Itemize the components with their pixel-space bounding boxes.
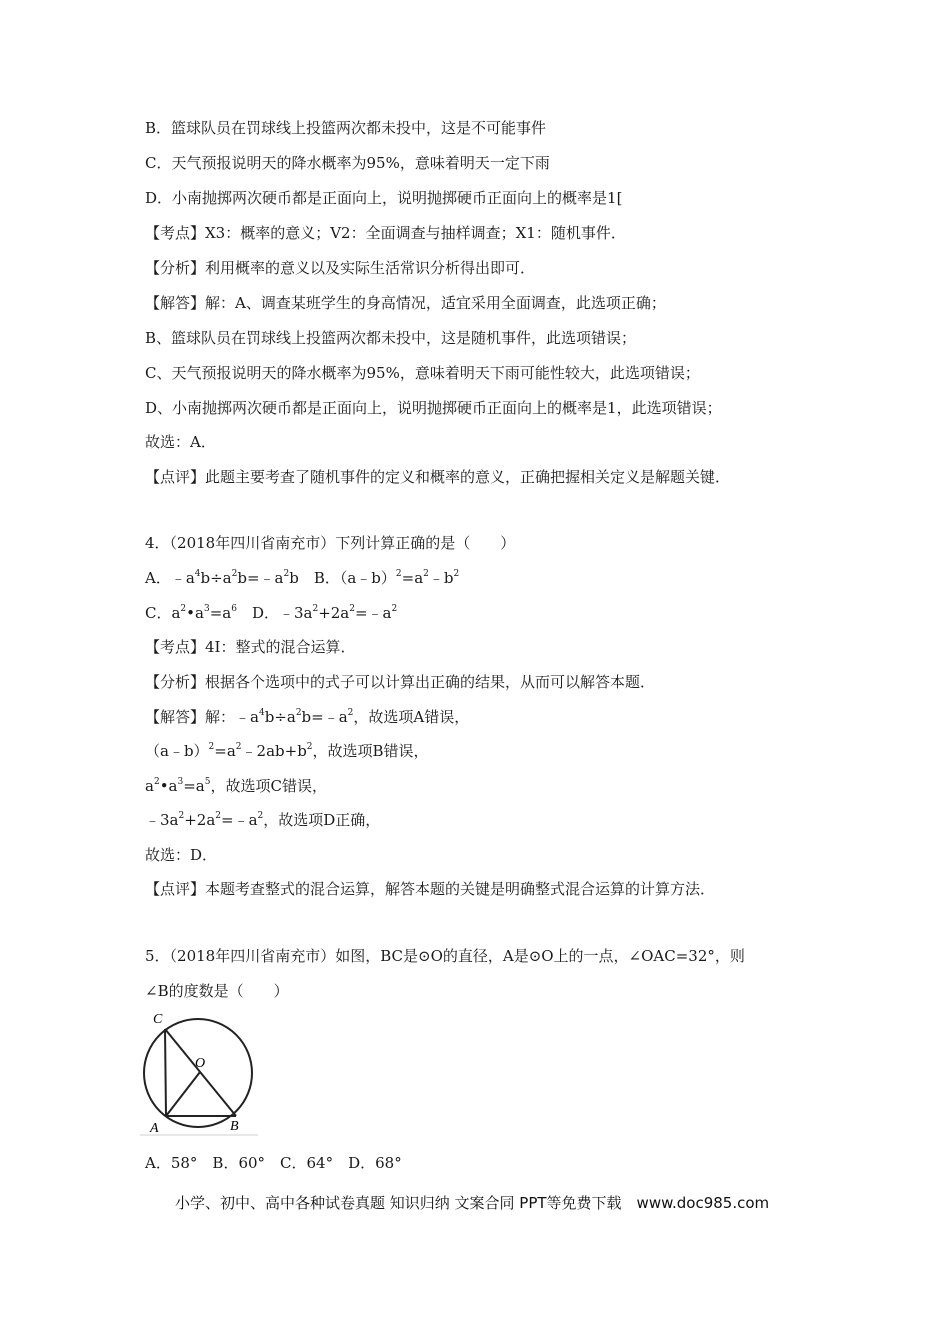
exponent: 2: [295, 708, 302, 718]
exponent: 2: [235, 742, 242, 752]
q3-kaodian: 【考点】X3：概率的意义；V2：全面调查与抽样调查；X1：随机事件．: [145, 224, 626, 242]
text-segment: ﹣b: [428, 569, 454, 587]
q4-fenxi: 【分析】根据各个选项中的式子可以计算出正确的结果，从而可以解答本题．: [145, 673, 656, 691]
exponent: 3: [203, 604, 210, 614]
exponent: 2: [391, 604, 398, 614]
text-segment: b=﹣a: [237, 569, 284, 587]
text-segment: 【解答】解：﹣a: [145, 708, 259, 726]
label-c: C: [153, 1012, 163, 1027]
text-segment: =a: [209, 604, 232, 622]
exponent: 2: [453, 569, 460, 579]
text-segment: a: [145, 777, 154, 795]
text-segment: •a: [159, 777, 178, 795]
text-segment: ，故选项A错误，: [353, 708, 470, 726]
q4-options-ab: [145, 568, 459, 588]
exponent: 2: [347, 708, 354, 718]
exponent: 2: [180, 604, 187, 614]
exponent: 2: [215, 811, 222, 821]
segment-ca: [165, 1029, 166, 1116]
text-segment: •a: [186, 604, 204, 622]
text-segment: =a: [401, 569, 424, 587]
text-segment: ，故选项C错误，: [210, 777, 327, 795]
text-segment: A．﹣a: [145, 569, 195, 587]
exponent: 3: [177, 777, 184, 787]
exponent: 2: [153, 777, 160, 787]
label-b: B: [230, 1119, 239, 1134]
q4-jieda-1: [145, 707, 469, 727]
q4-jieda-4: [145, 810, 380, 830]
text-segment: ﹣3a: [145, 811, 179, 829]
q3-jieda-3: C、天气预报说明天的降水概率为95%，意味着明天下雨可能性较大，此选项错误；: [145, 364, 700, 382]
text-segment: =a: [183, 777, 205, 795]
text-segment: b=﹣a: [301, 708, 348, 726]
q3-option-b: B．篮球队员在罚球线上投篮两次都未投中，这是不可能事件: [145, 119, 547, 137]
q4-jieda-3: [145, 776, 327, 796]
exponent: 2: [306, 742, 313, 752]
q3-dianping: 【点评】此题主要考查了随机事件的定义和概率的意义，正确把握相关定义是解题关键．: [145, 468, 731, 486]
text-segment: ，故选项B错误，: [312, 742, 429, 760]
q3-jieda-1: 【解答】解：A、调查某班学生的身高情况，适宜采用全面调查，此选项正确；: [145, 294, 666, 312]
label-a: A: [150, 1121, 159, 1136]
q4-dianping: 【点评】本题考查整式的混合运算，解答本题的关键是明确整式混合运算的计算方法．: [145, 880, 716, 898]
q4-kaodian: 【考点】4I：整式的混合运算．: [145, 638, 356, 656]
text-segment: C．a: [145, 604, 181, 622]
q3-jieda-4: D、小南抛掷两次硬币都是正面向上，说明抛掷硬币正面向上的概率是1，此选项错误；: [145, 399, 722, 417]
q4-title: 4．（2018年四川省南充市）下列计算正确的是（ ）: [145, 534, 516, 552]
q5-options: A．58° B．60° C．64° D．68°: [145, 1154, 402, 1172]
q3-fenxi: 【分析】利用概率的意义以及实际生活常识分析得出即可．: [145, 259, 536, 277]
q5-title-line-1: 5．（2018年四川省南充市）如图，BC是⊙O的直径，A是⊙O上的一点，∠OAC=32°，则: [145, 947, 745, 965]
q3-answer: 故选：A．: [145, 433, 216, 451]
text-segment: b B．（a﹣b）: [289, 569, 396, 587]
text-segment: b÷a: [200, 569, 232, 587]
exponent: 2: [257, 811, 264, 821]
exponent: 2: [349, 604, 355, 614]
exponent: 2: [178, 811, 185, 821]
text-segment: +2a: [318, 604, 350, 622]
q3-option-c: C．天气预报说明天的降水概率为95%，意味着明天一定下雨: [145, 154, 550, 172]
segment-ao: [166, 1072, 200, 1116]
circle-geometry-figure: [140, 1010, 260, 1138]
q4-answer: 故选：D．: [145, 846, 218, 864]
exponent: 2: [395, 569, 402, 579]
text-segment: ，故选项D正确，: [263, 811, 381, 829]
exponent: 2: [283, 569, 290, 579]
q4-jieda-2: [145, 741, 429, 761]
q3-option-d: D．小南抛掷两次硬币都是正面向上，说明抛掷硬币正面向上的概率是1[: [145, 189, 623, 207]
exponent: 2: [312, 604, 319, 614]
text-segment: +2a: [184, 811, 216, 829]
q4-options-cd: [145, 603, 397, 623]
text-segment: D．﹣3a: [236, 604, 313, 622]
text-segment: =﹣a: [221, 811, 258, 829]
text-segment: ﹣2ab+b: [241, 742, 307, 760]
text-segment: =a: [214, 742, 236, 760]
text-segment: =﹣a: [354, 604, 392, 622]
exponent: 2: [208, 742, 215, 752]
exponent: 5: [204, 777, 211, 787]
text-segment: b÷a: [264, 708, 296, 726]
q3-jieda-2: B、篮球队员在罚球线上投篮两次都未投中，这是随机事件，此选项错误；: [145, 329, 637, 347]
exponent: 4: [194, 569, 201, 579]
exponent: 6: [231, 604, 237, 614]
page-footer: 小学、初中、高中各种试卷真题 知识归纳 文案合同 PPT等免费下载 www.doc985.com: [175, 1194, 770, 1212]
exponent: 2: [423, 569, 429, 579]
q5-title-line-2: ∠B的度数是（ ）: [145, 982, 289, 1000]
label-o: O: [195, 1056, 206, 1071]
text-segment: （a﹣b）: [145, 742, 209, 760]
exponent: 2: [231, 569, 238, 579]
exponent: 4: [258, 708, 265, 718]
